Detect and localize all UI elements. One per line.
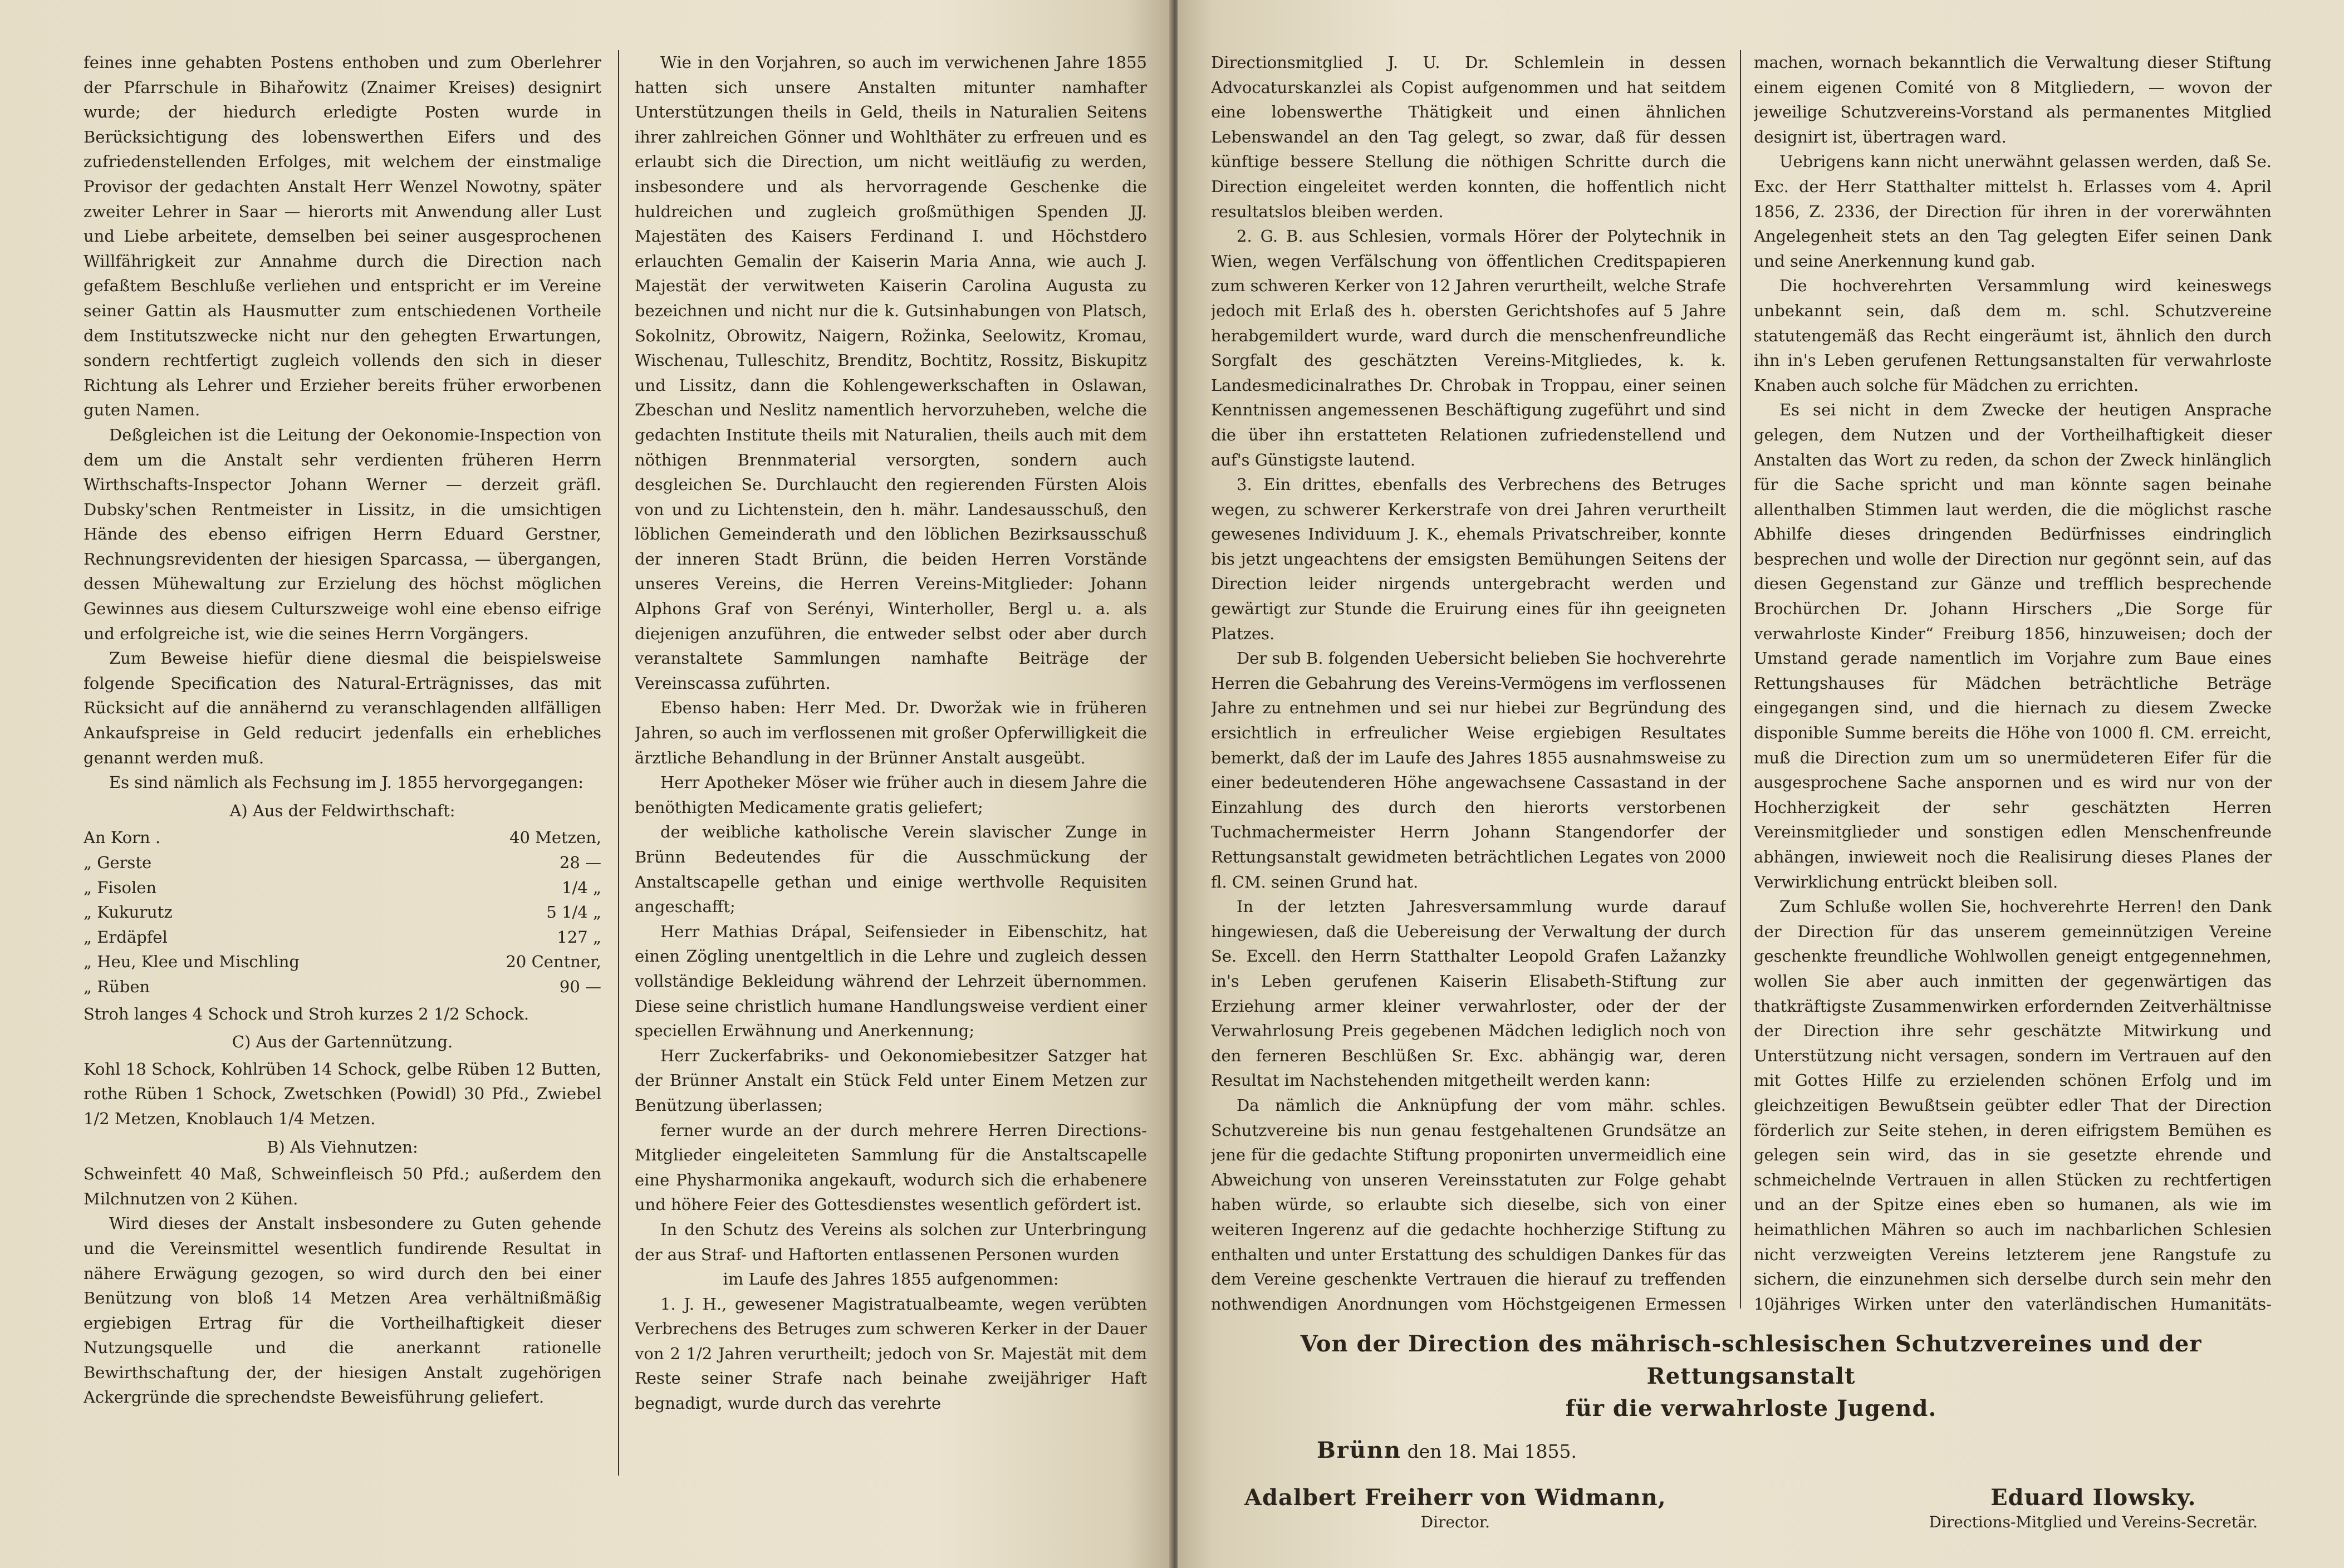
signature-block	[1244, 1328, 2258, 1531]
list-item: „ Erdäpfel 127 „	[84, 927, 601, 947]
col2-paragraph: Wie in den Vorjahren, so auch im verwichenen Jahre 1855 hatten sich unsere Anstalten mitunter namhafter Unterstützungen theils in Geld, theils in Naturalien Seitens ihrer zahlreichen Gönner und Wohlthäter zu erfreuen und es erlaubt sich die Direction, um nicht weitläufig zu werden, insbesondere und als hervorragende Geschenke die huldreichen und zugleich großmüthigen Spenden JJ. Majestäten des Kaisers Ferdinand I. und Höchstdero erlauchten Gemalin der Kaiserin Maria Anna, wie auch J. Majestät der verwitweten Kaiserin Carolina Augusta zu bezeichnen und nicht nur die k. Gutsinhabungen von Platsch, Sokolnitz, Obrowitz, Naigern, Rožinka, Seelowitz, Kromau, Wischenau, Tulleschitz, Brenditz, Bochtitz, Rossitz, Biskupitz und Lissitz, dann die Kohlengewerkschaften in Oslawan, Zbeschan und Neslitz namentlich hervorzuheben, welche die gedachten Institute theils mit Naturalien, theils auch mit dem nöthigen Brennmaterial versorgten, sondern auch desgleichen Se. Durchlaucht den regierenden Fürsten Alois von und zu Lichtenstein, den h. mähr. Landesausschuß, den löblichen Gemeinderath und den löblichen Bezirksausschuß der inneren Stadt Brünn, die beiden Herren Vorstände unseres Vereins, die Herren Vereins-Mitglieder: Johann Alphons Graf von Serényi, Winterholler, Bergl u. a. als diejenigen anzuführen, die entweder selbst oder aber durch veranstaltete Sammlungen namhafte Beiträge der Vereinscassa zuführten.	[635, 53, 1147, 693]
col2-paragraph: ferner wurde an der durch mehrere Herren Directions-Mitglieder eingeleiteten Sammlung für die Anstaltscapelle eine Physharmonika angekauft, wodurch sich die erhabenere und höhere Feier des Gottesdienstes wesentlich gefördert ist.	[635, 1120, 1147, 1214]
list-item: An Korn . 40 Metzen,	[84, 828, 601, 847]
column-3	[1211, 50, 1726, 1320]
col1-paragraph: feines inne gehabten Postens enthoben und zum Oberlehrer der Pfarrschule in Bihařowitz (Znaimer Kreises) designirt wurde; der hiedurch erledigte Posten wurde in Berücksichtigung des lobenswerthen Eifers und des zufriedenstellenden Erfolges, mit welchem der einstmalige Provisor der gedachten Anstalt Herr Wenzel Nowotny, später zweiter Lehrer in Saar — hierorts mit Anwendung aller Lust und Liebe arbeitete, demselben bei seiner ausgesprochenen Willfährigkeit zur Annahme durch die Direction nach gefaßtem Beschluße verliehen und entspricht er im Vereine seiner Gattin als Hausmutter zum entschiedenen Vortheile dem Institutszwecke nicht nur den gehegten Erwartungen, sondern rechtfertigt zugleich vollends den sich in dieser Richtung als Lehrer und Erzieher bereits früher erworbenen guten Namen.	[84, 53, 601, 420]
col2-paragraph: In den Schutz des Vereins als solchen zur Unterbringung der aus Straf- und Haftorten entlassenen Personen wurden	[635, 1219, 1147, 1264]
yield-list	[84, 825, 601, 999]
signatories	[1244, 1484, 2258, 1531]
signatory-director: Adalbert Freiherr von Widmann, Director.	[1244, 1484, 1666, 1531]
list-item: „ Heu, Klee und Mischling 20 Centner,	[84, 952, 601, 972]
column-2	[635, 50, 1147, 1498]
col1-paragraph: Zum Beweise hiefür diene diesmal die beispielsweise folgende Specification des Natural-Erträgnisses, das mit Rücksicht auf die annähernd zu veranschlagenden allfälligen Ankaufspreise in Geld reducirt jedenfalls ein erhebliches genannt werden muß.	[84, 649, 601, 767]
col2-paragraph: der weibliche katholische Verein slavischer Zunge in Brünn Bedeutendes für die Ausschmückung der Anstaltscapelle gethan und einige werthvolle Requisiten angeschafft;	[635, 822, 1147, 917]
col4-paragraph: Zum Schluße wollen Sie, hochverehrte Herren! den Dank der Direction für das unserem gemeinnützigen Vereine geschenkte freundliche Wohlwollen geneigt entgegennehmen, wollen Sie aber auch inmitten der gegenwärtigen das thatkräftigste Zusammenwirken erfordernden Zeitverhältnisse der Direction ihre sehr geschätzte Mitwirkung und Unterstützung nicht versagen, sondern im Vertrauen auf den mit Gottes Hilfe zu erzielenden schönen Erfolg und im gleichzeitigen Bewußtsein geübter edler That der Direction förderlich zur Seite stehen, in deren eifrigstem Bemühen es gelegen sein wird, das in sie gesetzte ehrende und schmeichelnde Vertrauen in allen Stücken zu rechtfertigen und an der Spitze eines eben so humanen, als wie im heimathlichen Mähren so auch im nachbarlichen Schlesien nicht verzweigten Vereins letzterem jene Rangstufe zu sichern, die einzunehmen sich derselbe durch sein mehr den 10jähriges Wirken unter den vaterländischen Humanitäts-	[1754, 897, 2272, 1314]
list-item: „ Fisolen 1/4 „	[84, 878, 601, 897]
section-heading: C) Aus der Gartennützung.	[232, 1032, 453, 1052]
col2-paragraph: 1. J. H., gewesener Magistratualbeamte, wegen verübten Verbrechens des Betruges zum schweren Kerker in der Dauer von 2 1/2 Jahren verurtheilt; jedoch von Sr. Majestät mit dem Reste seiner Strafe nach beinahe zweijähriger Haft begnadigt, wurde durch das verehrte	[635, 1294, 1147, 1413]
column-4	[1754, 50, 2272, 1320]
col2-paragraph: Herr Apotheker Möser wie früher auch in diesem Jahre die benöthigten Medicamente gratis geliefert;	[635, 773, 1147, 817]
section-heading: A) Aus der Feldwirthschaft:	[229, 801, 455, 820]
col4-paragraph: Es sei nicht in dem Zwecke der heutigen Ansprache gelegen, dem Nutzen und der Vortheilhaftigkeit dieser Anstalten das Wort zu reden, da schon der Zweck hinlänglich für die Sache spricht und man könnte sagen beinahe allenthalben Stimmen laut werden, die die möglichst rasche Abhilfe dieses dringenden Bedürfnisses eindringlich besprechen und wolle der Direction nur gegönnt sein, auf das diesen Gegenstand zur Gänze und trefflich besprechende Brochürchen Dr. Johann Hirschers „Die Sorge für verwahrloste Kinder“ Freiburg 1856, hinzuweisen; doch der Umstand gerade namentlich im Vorjahre zum Baue eines Rettungshauses für Mädchen beträchtliche Beträge eingegangen sind, und die hiernach zu diesem Zwecke disponible Summe bereits die Höhe von 1000 fl. CM. erreicht, muß die Direction zum um so unermüdeteren Eifer für die ausgesprochene Sache anspornen und es wird nur von der Hochherzigkeit der sehr geschätzten Herren Vereinsmitglieder und sonstigen edlen Menschenfreunde abhängen, inwieweit noch die Realisirung dieses Planes der Verwirklichung entrückt bleiben soll.	[1754, 400, 2272, 891]
col1-paragraph: Stroh langes 4 Schock und Stroh kurzes 2 1/2 Schock.	[84, 1004, 529, 1023]
col1-paragraph: Wird dieses der Anstalt insbesondere zu Guten gehende und die Vereinsmittel wesentlich fundirende Resultat in nähere Erwägung gezogen, so wird durch den bei einer Benützung von bloß 14 Metzen Area verhältnißmäßig ergiebigen Ertrag für die Vortheilhaftigkeit dieser Nutzungsquelle und die anerkannt rationelle Bewirthschaftung der, der hiesigen Anstalt zugehörigen Ackergründe die sprechendste Beweisführung geliefert.	[84, 1214, 601, 1407]
signature-title: Von der Direction des mährisch-schlesischen Schutzvereines und der Rettungsanstalt für die verwahrloste Jugend.	[1300, 1331, 2202, 1422]
col4-paragraph: Die hochverehrten Versammlung wird keineswegs unbekannt sein, daß dem m. schl. Schutzvereine statutengemäß das Recht eingeräumt ist, ähnlich den durch ihn in's Leben gerufenen Rettungsanstalten für verwahrloste Knaben auch solche für Mädchen zu errichten.	[1754, 276, 2272, 395]
col1-paragraph: Kohl 18 Schock, Kohlrüben 14 Schock, gelbe Rüben 12 Butten, rothe Rüben 1 Schock, Zwetschken (Powidl) 30 Pfd., Zwiebel 1/2 Metzen, Knoblauch 1/4 Metzen.	[84, 1059, 601, 1128]
col2-paragraph: Herr Mathias Drápal, Seifensieder in Eibenschitz, hat einen Zögling unentgeltlich in die Lehre und zugleich dessen vollständige Bekleidung während der Lehrzeit übernommen. Diese seine christlich humane Handlungsweise verdient einer speciellen Erwähnung und Anerkennung;	[635, 922, 1147, 1041]
list-item: „ Gerste 28 —	[84, 853, 601, 872]
col3-paragraph: Der sub B. folgenden Uebersicht belieben Sie hochverehrte Herren die Gebahrung des Vereins-Vermögens im verflossenen Jahre zu entnehmen und sei nur hiebei zur Begründung des ersichtlich in erfreulicher Weise ergiebigen Resultates bemerkt, daß der im Laufe des Jahres 1855 ausnahmsweise zu einer bedeutenderen Höhe angewachsene Cassastand in der Einzahlung des durch den hierorts verstorbenen Tuchmachermeister Herrn Johann Stangendorfer der Rettungsanstalt gewidmeten beträchtlichen Legates von 2000 fl. CM. seinen Grund hat.	[1211, 649, 1726, 891]
list-item: „ Kukurutz 5 1/4 „	[84, 903, 601, 922]
col1-paragraph: Es sind nämlich als Fechsung im J. 1855 hervorgegangen:	[109, 773, 584, 792]
col4-paragraph: Uebrigens kann nicht unerwähnt gelassen werden, daß Se. Exc. der Herr Statthalter mittelst h. Erlasses vom 4. April 1856, Z. 2336, der Direction für ihren in der vorerwähnten Angelegenheit stets an den Tag gelegten Eifer seinen Dank und seine Anerkennung kund gab.	[1754, 152, 2272, 271]
col3-paragraph: In der letzten Jahresversammlung wurde darauf hingewiesen, daß die Uebereisung der Verwaltung der durch Se. Excell. den Herrn Statthalter Leopold Grafen Lažanzky in's Leben gerufenen Kaiserin Elisabeth-Stiftung zur Erziehung armer kleiner verwahrloster, oder der der Verwahrlosung Preis gegebenen Mädchen lediglich noch von den ferneren Beschlüßen Sr. Exc. abhängig war, deren Resultat im Nachstehenden mitgetheilt werden kann:	[1211, 897, 1726, 1090]
col2-paragraph: Herr Zuckerfabriks- und Oekonomiebesitzer Satzger hat der Brünner Anstalt ein Stück Feld unter Einem Metzen zur Benützung überlassen;	[635, 1046, 1147, 1115]
column-rule	[1740, 50, 1741, 1309]
col3-paragraph: Directionsmitglied J. U. Dr. Schlemlein in dessen Advocaturskanzlei als Copist aufgenommen und hat seitdem eine lobenswerthe Thätigkeit und einen ähnlichen Lebenswandel an den Tag gelegt, so zwar, daß für dessen künftige bessere Stellung die nöthigen Schritte durch die Direction eingeleitet werden konnten, die hoffentlich nicht resultatslos bleiben werden.	[1211, 53, 1726, 221]
col3-paragraph: 2. G. B. aus Schlesien, vormals Hörer der Polytechnik in Wien, wegen Verfälschung von öffentlichen Creditspapieren zum schweren Kerker von 12 Jahren verurtheilt, welche Strafe jedoch mit Erlaß des h. obersten Gerichtshofes auf 5 Jahre herabgemildert wurde, ward durch die menschenfreundliche Sorgfalt des geschätzten Vereins-Mitgliedes, k. k. Landesmedicinalrathes Dr. Chrobak in Troppau, einer seinen Kenntnissen angemessenen Beschäftigung zugeführt und sind die über ihn erstatteten Relationen zufriedenstellend und auf's Günstigste lautend.	[1211, 227, 1726, 469]
list-item: „ Rüben 90 —	[84, 977, 601, 996]
col3-paragraph: Da nämlich die Anknüpfung der vom mähr. schles. Schutzvereine bis nun genau festgehaltenen Grundsätze an jene für die gedachte Stiftung proponirten unvermeidlich eine Abweichung von unseren Vereinsstatuten zur Folge gehabt haben würde, so erlaubte sich dieselbe, sich von einer weiteren Ingerenz auf die gedachte hochherzige Stiftung zu enthalten und unter Erstattung des schuldigen Dankes für das dem Vereine geschenkte Vertrauen die hierauf zu treffenden nothwendigen Anordnungen vom Höchstgeigenen Ermessen	[1211, 1095, 1726, 1314]
column-rule	[618, 50, 619, 1476]
col4-paragraph: machen, wornach bekanntlich die Verwaltung dieser Stiftung einem eigenen Comité von 8 Mitgliedern, — wovon der jeweilige Schutzvereins-Vorstand als permanentes Mitglied designirt ist, übertragen ward.	[1754, 53, 2272, 146]
col1-paragraph: Deßgleichen ist die Leitung der Oekonomie-Inspection von dem um die Anstalt sehr verdienten früheren Herrn Wirthschafts-Inspector Johann Werner — derzeit gräfl. Dubsky'schen Rentmeister in Lissitz, in die umsichtigen Hände des ebenso eifrigen Herrn Eduard Gerstner, Rechnungsrevidenten der hiesigen Sparcassa, — übergangen, dessen Mühewaltung zur Erzielung des höchst möglichen Gewinnes aus diesem Culturszweige wohl eine ebenso eifrige und erfolgreiche ist, wie die seines Herrn Vorgängers.	[84, 425, 601, 643]
signatory-secretary: Eduard Ilowsky. Directions-Mitglied und Vereins-Secretär.	[1929, 1484, 2258, 1531]
column-1	[84, 50, 601, 1498]
col3-paragraph: 3. Ein drittes, ebenfalls des Verbrechens des Betruges wegen, zu schwerer Kerkerstrafe von drei Jahren verurtheilt gewesenes Individuum J. K., ehemals Privatschreiber, konnte bis jetzt ungeachtens der emsigsten Bemühungen Seitens der Direction leider nirgends untergebracht werden und gewärtigt zur Stunde die Eruirung eines für ihn geeigneten Platzes.	[1211, 475, 1726, 643]
col1-paragraph: Schweinfett 40 Maß, Schweinfleisch 50 Pfd.; außerdem den Milchnutzen von 2 Kühen.	[84, 1164, 601, 1208]
col2-paragraph: Ebenso haben: Herr Med. Dr. Dworžak wie in früheren Jahren, so auch im verflossenen mit großer Opferwilligkeit die ärztliche Behandlung in der Brünner Anstalt ausgeübt.	[635, 698, 1147, 767]
section-heading: B) Als Viehnutzen:	[267, 1137, 418, 1157]
place-date: Brünn den 18. Mai 1855.	[1317, 1437, 1577, 1463]
col2-paragraph: im Laufe des Jahres 1855 aufgenommen:	[723, 1270, 1059, 1289]
